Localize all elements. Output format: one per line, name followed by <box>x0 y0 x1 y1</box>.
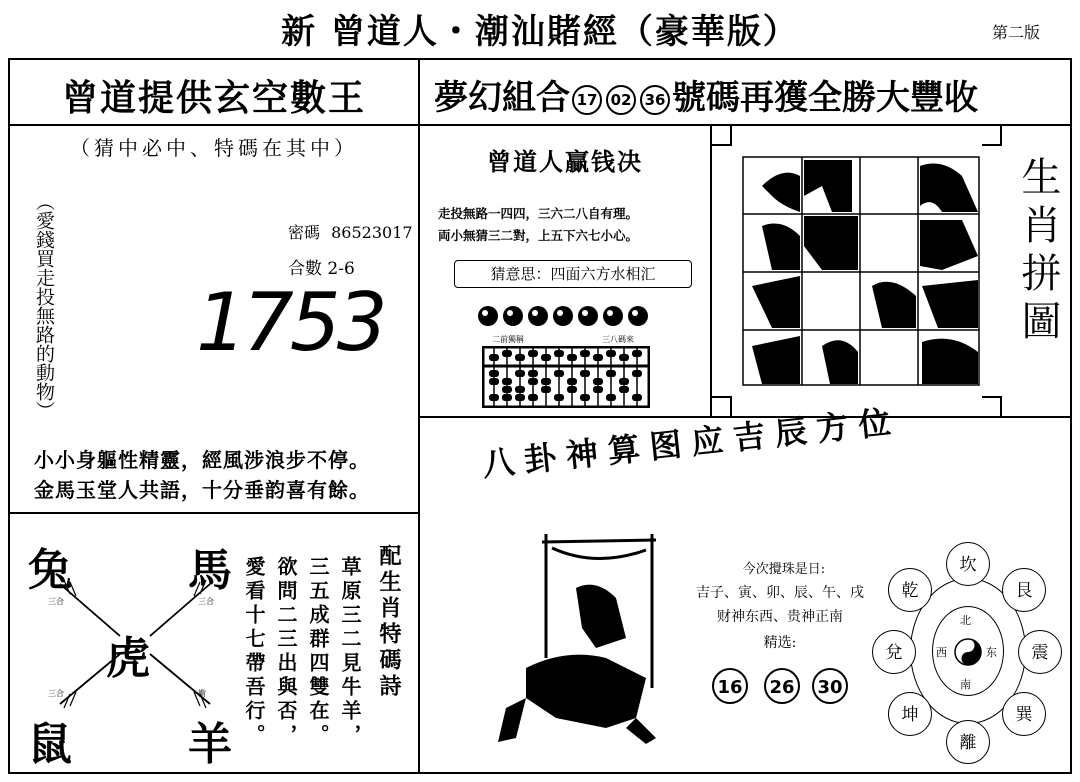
win-title: 曾道人贏钱决 <box>487 147 643 176</box>
dir-south: 南 <box>960 678 971 691</box>
select-label: 精选: <box>763 635 797 651</box>
tag-top-left: 三合 <box>48 597 64 606</box>
dir-west: 西 <box>936 646 947 659</box>
abacus-left-label: 二前獨稱 <box>492 335 524 344</box>
win-panel <box>418 124 712 418</box>
bead-icon <box>503 306 523 326</box>
lucky-gods: 财神东西、贵神正南 <box>717 609 843 625</box>
pick-ball-3: 30 <box>812 668 848 704</box>
sum-value: 2-6 <box>327 259 355 279</box>
warrior-image <box>486 528 686 748</box>
password-row <box>288 220 413 243</box>
pick-ball-2: 26 <box>764 668 800 704</box>
trigram-xun: 巽 <box>1002 692 1046 736</box>
left-heading-box <box>8 58 420 126</box>
zodiac-puzzle-image <box>742 156 982 388</box>
poem-title: 配生肖特碼詩 <box>376 544 402 700</box>
banner-num2: 02 <box>606 85 636 115</box>
trigram-zhen: 震 <box>1018 630 1062 674</box>
banner-prefix: 夢幻組合 <box>434 78 570 118</box>
guess-box: 猜意思：四面六方水相汇 <box>454 260 692 288</box>
trigram-kun: 坤 <box>888 692 932 736</box>
trigram-li: 離 <box>946 720 990 764</box>
bagua-panel <box>418 402 1072 774</box>
zodiac-top-right: 馬 <box>188 545 232 596</box>
password-label: 密碼 <box>288 223 321 242</box>
trigram-qian: 乾 <box>888 568 932 612</box>
tag-bottom-left: 三合 <box>48 689 64 698</box>
top-banner <box>418 58 1072 126</box>
bead-icon <box>603 306 623 326</box>
zodiac-center: 虎 <box>106 633 150 684</box>
sum-label: 合數 <box>288 259 322 279</box>
bead-icon <box>578 306 598 326</box>
zodiac-top-left: 兔 <box>28 545 72 596</box>
zodiac-bottom-left: 鼠 <box>28 719 72 770</box>
edition-label: 第二版 <box>991 23 1040 42</box>
poem-col3: 欲問二三出與否， <box>274 556 298 748</box>
handwritten-number: 1753 <box>196 276 384 369</box>
win-line2: 両小無猜三二對，上五下六七小心。 <box>438 228 639 243</box>
bead-icon <box>478 306 498 326</box>
yinyang-row <box>476 304 656 328</box>
banner-num3: 36 <box>640 85 670 115</box>
bagua-wheel <box>872 542 1062 772</box>
zodiac-panel <box>8 512 420 774</box>
abacus-right-label: 三八碼來 <box>602 335 634 344</box>
bagua-title: 八卦神算图应吉辰方位 <box>480 402 903 484</box>
pick-ball-1: 16 <box>712 668 748 704</box>
poem-col4: 愛看十七帶吾行。 <box>242 556 266 748</box>
left-poem-line1: 小小身軀性精靈，經風涉浪步不停。 <box>34 448 370 472</box>
left-heading: 曾道提供玄空數王 <box>61 77 366 119</box>
poem-col1: 草原三二見牛羊， <box>338 556 362 748</box>
abacus-icon <box>482 346 650 408</box>
trigram-gen: 艮 <box>1002 568 1046 612</box>
trigram-dui: 兌 <box>872 630 916 674</box>
banner-num1: 17 <box>572 85 602 115</box>
left-main-panel <box>8 124 420 514</box>
win-line1: 走投無路一四四，三六二八自有理。 <box>438 206 639 221</box>
left-subtitle: （猜中必中、特碼在其中） <box>70 136 358 160</box>
poem-col2: 三五成群四雙在。 <box>306 556 330 748</box>
banner-text <box>434 70 978 119</box>
bead-icon <box>528 306 548 326</box>
left-poem-line2: 金馬玉堂人共語，十分垂韵喜有餘。 <box>34 478 370 502</box>
bead-icon <box>628 306 648 326</box>
dir-east: 东 <box>986 646 997 659</box>
zodiac-bottom-right: 羊 <box>188 719 232 770</box>
tag-bottom-right: 衝 <box>198 689 206 698</box>
today-label: 今次攪珠是日: <box>742 562 826 577</box>
dir-north: 北 <box>960 614 971 627</box>
banner-suffix: 號碼再獲全勝大豐收 <box>672 78 978 118</box>
tag-top-right: 三合 <box>198 597 214 606</box>
puzzle-label: 生肖拼圖 <box>1015 156 1061 348</box>
trigram-kan: 坎 <box>946 542 990 586</box>
password-value: 86523017 <box>331 223 413 242</box>
bead-icon <box>553 306 573 326</box>
lucky-times: 吉子、寅、卯、辰、午、戌 <box>696 585 864 601</box>
puzzle-panel <box>710 124 1072 418</box>
page-title: 新 曾道人・潮汕賭經（豪華版） <box>281 12 799 52</box>
yinyang-icon <box>954 638 982 666</box>
left-side-note: （愛錢買走投無路的動物） <box>33 192 55 420</box>
